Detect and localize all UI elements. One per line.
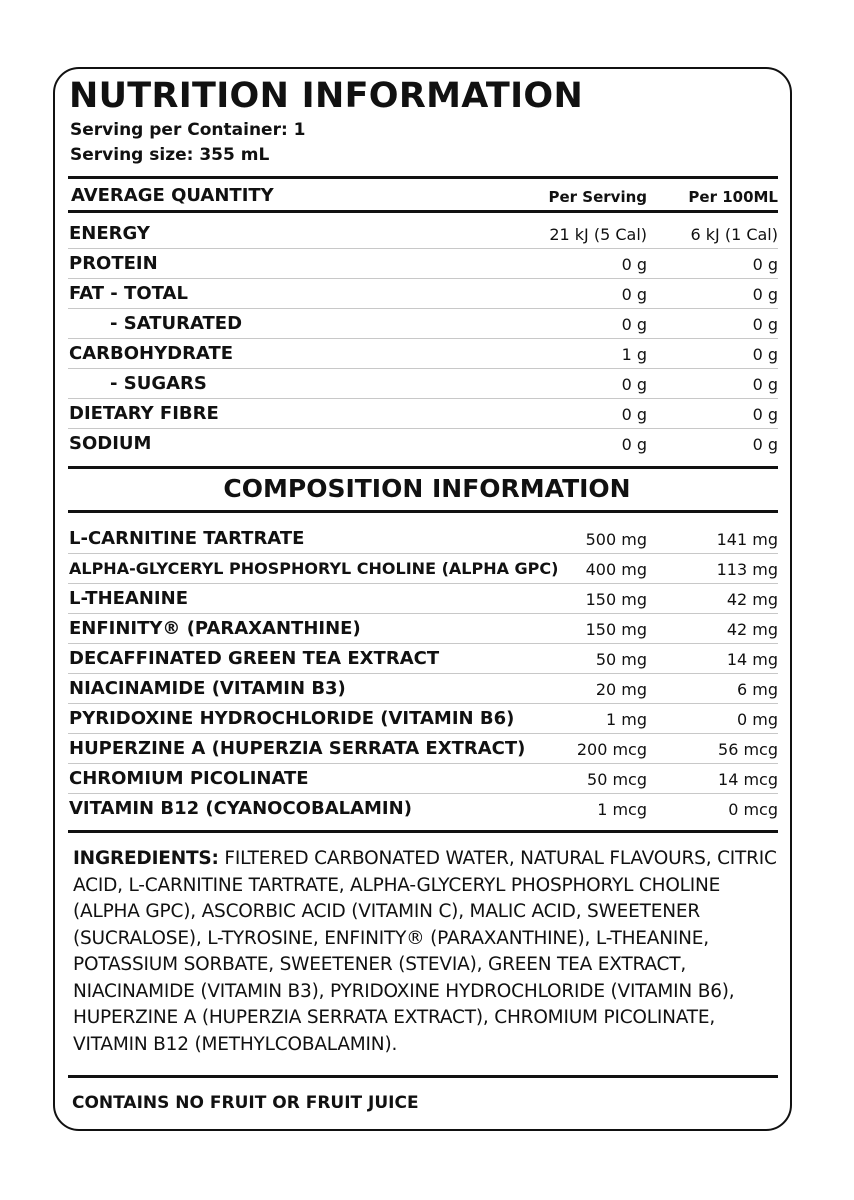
composition-title: COMPOSITION INFORMATION	[223, 474, 631, 503]
per-100-value: 0 g	[752, 345, 778, 364]
per-100-value: 56 mcg	[718, 740, 778, 759]
table-row	[68, 219, 778, 249]
row-label: ALPHA-GLYCERYL PHOSPHORYL CHOLINE (ALPHA GPC)	[69, 559, 559, 578]
row-label: ENFINITY® (PARAXANTHINE)	[69, 618, 361, 639]
per-100-value: 0 g	[752, 255, 778, 274]
table-row	[68, 369, 778, 399]
table-row	[68, 584, 778, 614]
per-100-value: 0 g	[752, 315, 778, 334]
row-label: - SUGARS	[110, 373, 207, 394]
table-row	[68, 674, 778, 704]
table-row	[68, 614, 778, 644]
per-serving-value: 1 mg	[605, 710, 647, 729]
row-label: L-CARNITINE TARTRATE	[69, 528, 305, 549]
row-label: CHROMIUM PICOLINATE	[69, 768, 309, 789]
per-serving-value: 0 g	[621, 435, 647, 454]
row-label: HUPERZINE A (HUPERZIA SERRATA EXTRACT)	[69, 738, 526, 759]
row-label: PROTEIN	[69, 253, 158, 274]
row-label: - SATURATED	[110, 313, 243, 334]
row-label: NIACINAMIDE (VITAMIN B3)	[69, 678, 346, 699]
divider	[68, 1075, 778, 1078]
per-serving-value: 0 g	[621, 255, 647, 274]
row-label: FAT - TOTAL	[69, 283, 188, 304]
row-label: PYRIDOXINE HYDROCHLORIDE (VITAMIN B6)	[69, 708, 515, 729]
per-serving-value: 1 g	[621, 345, 647, 364]
per-serving-value: 50 mg	[595, 650, 647, 669]
per-serving-value: 150 mg	[585, 590, 647, 609]
per-serving-value: 20 mg	[595, 680, 647, 699]
table-row	[68, 734, 778, 764]
per-serving-value: 500 mg	[585, 530, 647, 549]
row-label: DECAFFINATED GREEN TEA EXTRACT	[69, 648, 440, 669]
divider	[68, 466, 778, 469]
per-serving-value: 0 g	[621, 375, 647, 394]
row-label: VITAMIN B12 (CYANOCOBALAMIN)	[69, 798, 412, 819]
table-row	[68, 794, 778, 824]
table-row	[68, 554, 778, 584]
header-per-100: Per 100ML	[688, 188, 778, 206]
per-100-value: 0 g	[752, 375, 778, 394]
per-100-value: 0 g	[752, 285, 778, 304]
per-100-value: 14 mg	[726, 650, 778, 669]
serving-per-container: Serving per Container: 1	[70, 120, 306, 140]
table-row	[68, 399, 778, 429]
table-row	[68, 524, 778, 554]
table-row	[68, 704, 778, 734]
divider	[68, 830, 778, 833]
table-row	[68, 764, 778, 794]
per-serving-value: 21 kJ (5 Cal)	[549, 225, 647, 244]
table-row	[68, 309, 778, 339]
per-100-value: 0 mcg	[728, 800, 778, 819]
ingredients-block	[73, 846, 785, 1058]
per-100-value: 0 g	[752, 405, 778, 424]
per-100-value: 0 g	[752, 435, 778, 454]
divider	[68, 510, 778, 513]
per-100-value: 42 mg	[726, 590, 778, 609]
per-100-value: 141 mg	[716, 530, 778, 549]
row-label: ENERGY	[69, 223, 150, 244]
row-label: CARBOHYDRATE	[69, 343, 234, 364]
table-header	[68, 181, 778, 211]
header-label: AVERAGE QUANTITY	[71, 185, 274, 206]
per-100-value: 42 mg	[726, 620, 778, 639]
header-per-serving: Per Serving	[548, 188, 647, 206]
divider	[68, 210, 778, 213]
per-serving-value: 400 mg	[585, 560, 647, 579]
ingredients-text: FILTERED CARBONATED WATER, NATURAL FLAVOURS, CITRIC ACID, L-CARNITINE TARTRATE, ALPHA-GLYCERYL PHOSPHORYL CHOLINE (ALPHA GPC), ASCORBIC ACID (VITAMIN C), MALIC ACID, SWEETENER (SUCRALOSE), L-TYROSINE, ENFINITY® (PARAXANTHINE), L-THEANINE, POTASSIUM SORBATE, SWEETENER (STEVIA), GREEN TEA EXTRACT, NIACINAMIDE (VITAMIN B3), PYRIDOXINE HYDROCHLORIDE (VITAMIN B6), HUPERZINE A (HUPERZIA SERRATA EXTRACT), CHROMIUM PICOLINATE, VITAMIN B12 (METHYLCOBALAMIN).	[73, 848, 777, 1055]
table-row	[68, 339, 778, 369]
per-100-value: 14 mcg	[718, 770, 778, 789]
per-100-value: 113 mg	[716, 560, 778, 579]
per-serving-value: 0 g	[621, 405, 647, 424]
per-100-value: 6 kJ (1 Cal)	[690, 225, 778, 244]
row-label: L-THEANINE	[69, 588, 188, 609]
per-100-value: 0 mg	[736, 710, 778, 729]
divider	[68, 176, 778, 179]
table-row	[68, 279, 778, 309]
per-serving-value: 150 mg	[585, 620, 647, 639]
table-row	[68, 429, 778, 459]
row-label: DIETARY FIBRE	[69, 403, 219, 424]
per-serving-value: 0 g	[621, 315, 647, 334]
table-row	[68, 644, 778, 674]
per-serving-value: 200 mcg	[576, 740, 647, 759]
per-serving-value: 0 g	[621, 285, 647, 304]
row-label: SODIUM	[69, 433, 152, 454]
per-serving-value: 1 mcg	[597, 800, 647, 819]
per-100-value: 6 mg	[736, 680, 778, 699]
page-title: NUTRITION INFORMATION	[69, 76, 584, 116]
ingredients-label: INGREDIENTS:	[73, 848, 219, 869]
serving-size: Serving size: 355 mL	[70, 145, 270, 165]
footer-statement: CONTAINS NO FRUIT OR FRUIT JUICE	[72, 1093, 419, 1113]
per-serving-value: 50 mcg	[587, 770, 647, 789]
table-row	[68, 249, 778, 279]
